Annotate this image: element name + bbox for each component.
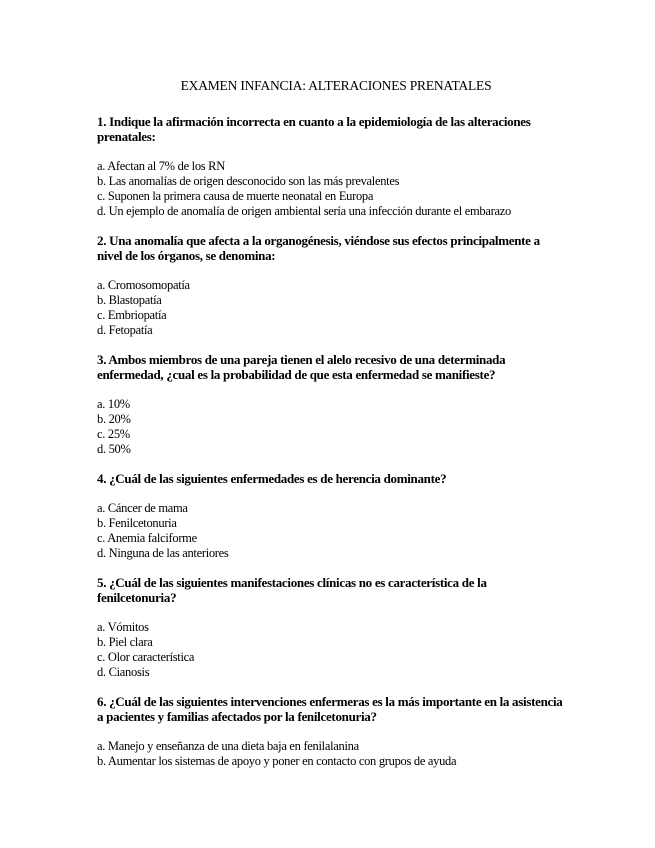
option-d: d. 50% [97,442,131,456]
option-b: b. Fenilcetonuria [97,516,177,530]
page-title: EXAMEN INFANCIA: ALTERACIONES PRENATALES [180,78,492,93]
question-text: 5. ¿Cuál de las siguientes manifestaciones clínicas no es característica de la fenilcetonuria? [97,575,487,605]
option-c: c. Suponen la primera causa de muerte neonatal en Europa [97,189,374,203]
question-text: 3. Ambos miembros de una pareja tienen el alelo recesivo de una determinada enfermedad, ¿cual es la probabilidad de que esta enfermedad se manifieste? [97,352,506,382]
question-4 [97,471,565,561]
option-a: a. Cáncer de mama [97,501,188,515]
option-d: d. Cianosis [97,665,150,679]
question-text: 4. ¿Cuál de las siguientes enfermedades es de herencia dominante? [97,471,447,486]
option-c: c. Anemia falciforme [97,531,197,545]
question-text: 2. Una anomalía que afecta a la organogénesis, viéndose sus efectos principalmente a nivel de los órganos, se denomina: [97,233,540,263]
option-a: a. Cromosomopatía [97,278,190,292]
question-2 [97,233,565,338]
option-b: b. Piel clara [97,635,153,649]
question-3 [97,352,565,457]
option-c: c. Olor característica [97,650,195,664]
option-c: c. 25% [97,427,130,441]
option-a: a. Afectan al 7% de los RN [97,159,225,173]
option-d: d. Ninguna de las anteriores [97,546,229,560]
option-d: d. Un ejemplo de anomalía de origen ambiental sería una infección durante el embarazo [97,204,511,218]
option-c: c. Embriopatía [97,308,167,322]
question-text: 6. ¿Cuál de las siguientes intervenciones enfermeras es la más importante en la asistencia a pacientes y familias afectados por la fenilcetonuria? [97,694,563,724]
option-a: a. Vómitos [97,620,149,634]
option-b: b. Blastopatía [97,293,162,307]
option-a: a. 10% [97,397,130,411]
question-1 [97,114,565,219]
option-b: b. Aumentar los sistemas de apoyo y poner en contacto con grupos de ayuda [97,754,457,768]
question-text: 1. Indique la afirmación incorrecta en cuanto a la epidemiología de las alteraciones prenatales: [97,114,531,144]
option-b: b. Las anomalías de origen desconocido son las más prevalentes [97,174,400,188]
question-6 [97,694,565,769]
option-a: a. Manejo y enseñanza de una dieta baja en fenilalanina [97,739,359,753]
option-b: b. 20% [97,412,131,426]
option-d: d. Fetopatía [97,323,153,337]
question-5 [97,575,565,680]
